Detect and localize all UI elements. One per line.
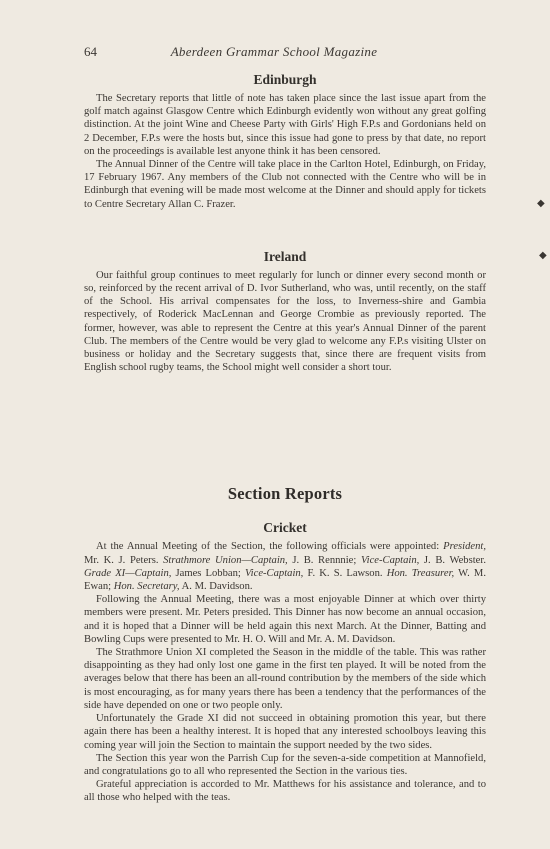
edinburgh-heading: Edinburgh bbox=[253, 72, 317, 87]
section-reports-heading: Section Reports bbox=[227, 484, 343, 504]
official-role: Vice-Captain, bbox=[244, 567, 304, 579]
officials-intro: At the Annual Meeting of the Section, the following officials were appointed: bbox=[96, 541, 440, 553]
official-name: W. M. Ewan; bbox=[84, 567, 486, 593]
edinburgh-paragraph: The Annual Dinner of the Centre will take place in the Carlton Hotel, Edinburgh, on Friday, 17 February 1967. Any members of the Club not connected with the Centre who will be in Edinburgh that evening will be made most welcome at the Dinner and should apply for tickets to Centre Secretary Allan C. Frazer. bbox=[84, 159, 486, 210]
official-role: President, bbox=[443, 541, 486, 553]
ireland-heading: Ireland bbox=[263, 248, 307, 264]
ireland-paragraph: Our faithful group continues to meet regularly for lunch or dinner every second month or so, reinforced by the recent arrival of D. Ivor Sutherland, who was, until recently, on the staff of the School. His arrival compensates for the loss, to Inverness-shire and Gambia respectively, of Roderick MacLennan and George Crombie as previously reported. The former, however, was able to represent the Centre at this year's Annual Dinner of the parent Club. The members of the Centre would be very glad to welcome any F.P.s visiting Ulster on business or holiday and the Secretary suggests that, since there are frequent visits from English school rugby teams, the School might well consider a short tour. bbox=[84, 269, 486, 374]
cricket-paragraph: Following the Annual Meeting, there was a most enjoyable Dinner at which over thirty members were present. Mr. Peters presided. This Dinner has now become an annual occasion, and it is hoped that a Dinner will be held again this next March. At the Dinner, Batting and Bowling Cups were presented to Mr. H. O. Will and Mr. A. M. Davidson. bbox=[84, 594, 486, 645]
official-name: Mr. K. J. Peters. bbox=[84, 554, 159, 566]
magazine-title: Aberdeen Grammar School Magazine bbox=[170, 44, 378, 59]
official-role: Hon. Treasurer, bbox=[386, 567, 455, 579]
cricket-paragraph: The Section this year won the Parrish Cup for the seven-a-side competition at Mannofield, and congratulations go to all who represented the Section in the various ties. bbox=[84, 752, 486, 777]
page-number: 64 bbox=[84, 44, 97, 59]
official-name: J. B. Rennnie; bbox=[292, 554, 357, 566]
official-role: Grade XI—Captain, bbox=[84, 567, 172, 579]
official-name: A. M. Davidson. bbox=[181, 581, 253, 593]
cricket-paragraph: Grateful appreciation is accorded to Mr. Matthews for his assistance and tolerance, and to all those who helped with the teas. bbox=[84, 779, 486, 804]
margin-mark: ◆ bbox=[539, 250, 547, 261]
official-name: J. B. Webster. bbox=[423, 554, 486, 566]
official-role: Hon. Secretary, bbox=[113, 581, 180, 593]
margin-mark: ◆ bbox=[537, 198, 545, 209]
edinburgh-paragraph: The Secretary reports that little of note has taken place since the last issue apart from the golf match against Glasgow Centre which Edinburgh evidently won without any great golfing distinction. At the joint Wine and Cheese Party with Girls' High F.P.s and Gordonians held on 2 December, F.P.s were the hosts but, since this issue had gone to press by that date, no report on the proceedings is available lest anyone think it has been censored. bbox=[84, 93, 486, 157]
official-name: F. K. S. Lawson. bbox=[307, 567, 383, 579]
official-role: Vice-Captain, bbox=[360, 554, 420, 566]
official-role: Strathmore Union—Captain, bbox=[163, 554, 288, 566]
cricket-paragraph: Unfortunately the Grade XI did not succeed in obtaining promotion this year, but there again there has been a healthy interest. It is hoped that any interested schoolboys leaving this coming year will join the Section to maintain the support needed by the two sides. bbox=[84, 713, 486, 751]
official-name: James Lobban; bbox=[175, 567, 241, 579]
cricket-officials-paragraph bbox=[84, 540, 486, 593]
cricket-paragraph: The Strathmore Union XI completed the Season in the middle of the table. This was rather disappointing as they had only lost one game in the first ten played. It will be noted from the averages below that there has been an all-round contribution by the members of the side which is most encouraging, as for many years there has been a tendency that the performances of the side have depended on one or two people only. bbox=[84, 647, 486, 711]
article-content bbox=[84, 72, 486, 805]
cricket-heading: Cricket bbox=[263, 520, 307, 536]
